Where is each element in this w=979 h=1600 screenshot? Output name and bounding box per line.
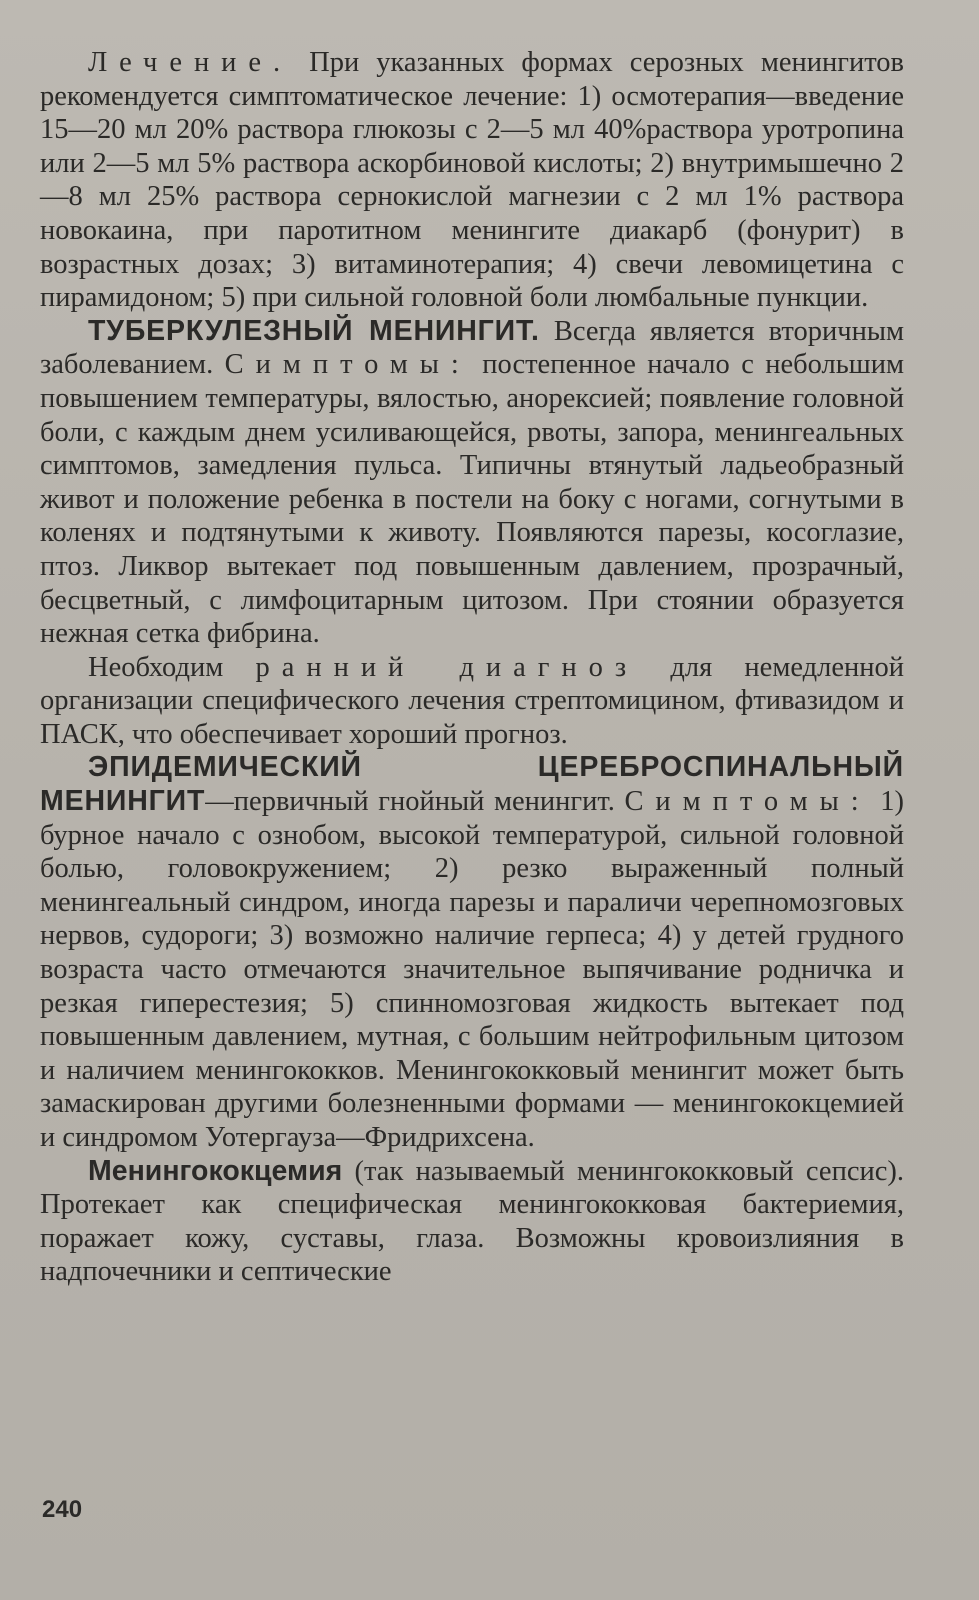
tuberculous-text-2: постепенное начало с небольшим повышением температуры, вялостью, анорексией; появление головной боли, с каждым днем усиливающейся, рвоты, запора, менингеальных симптомов, замедления пульса. Типичны втянутый ладьеобразный живот и положение ребенка в постели на боку с ногами, согнутыми в коленях и подтянутыми к животу. Появляются парезы, косоглазие, птоз. Ликвор вытекает под повышенным давлением, прозрачный, бесцветный, с лимфоцитарным цитозом. При стоянии образуется нежная сетка фибрина. <box>40 349 905 650</box>
page-number: 240 <box>42 1496 83 1523</box>
epidemic-text-1: —первичный гнойный менингит. <box>205 786 625 818</box>
diagnosis-text-1: Необходим <box>88 651 256 683</box>
paragraph-epidemic-meningitis <box>40 751 904 1154</box>
epidemic-text-2: 1) бурное начало с ознобом, высокой температурой, сильной головной болью, головокружением; 2) резко выраженный полный менингеальный синдром, иногда парезы и параличи черепномозговых нервов, судороги; 3) возможно наличие герпеса; 4) у детей грудного возраста часто отмечаются значительное выпячивание родничка и резкая гиперестезия; 5) спинномозговая жидкость вытекает под повышенным давлением, мутная, с большим нейтрофильным цитозом и наличием менингококков. Менингококковый менингит может быть замаскирован другими болезненными формами — менингококцемией и синдромом Уотергауза—Фридрихсена. <box>40 786 904 1153</box>
paragraph-early-diagnosis <box>40 651 904 752</box>
epidemic-meningitis-heading: ЭПИДЕМИЧЕСКИЙ ЦЕРЕБРОСПИНАЛЬНЫЙ МЕНИНГИТ <box>40 751 904 818</box>
treatment-heading: Лечение. <box>88 47 293 78</box>
body-text <box>40 46 904 1289</box>
paragraph-tuberculous-meningitis <box>40 315 904 651</box>
paragraph-meningococcemia <box>40 1155 904 1289</box>
meningococcemia-text: (так называемый менингококковый сепсис). Протекает как специфическая менингококковая бактериемия, поражает кожу, суставы, глаза. Возможны кровоизлияния в надпочечники и септические <box>40 1155 904 1288</box>
paragraph-treatment <box>40 46 904 315</box>
tuberculous-text-1: Всегда является вторичным заболеванием. <box>40 315 905 381</box>
epidemic-symptoms-label: Симптомы: <box>624 786 871 818</box>
tuberculous-meningitis-heading: ТУБЕРКУЛЕЗНЫЙ МЕНИНГИТ. <box>88 314 540 347</box>
meningococcemia-heading: Менингококцемия <box>88 1154 343 1187</box>
treatment-text: При указанных формах серозных менингитов рекомендуется симптоматическое лечение: 1) осмотерапия—введение 15—20 мл 20% раствора глюкозы с 2—5 мл 40%раствора уротропина или 2—5 мл 5% раствора аскорбиновой кислоты; 2) внутримышечно 2—8 мл 25% раствора сернокислой магнезии с 2 мл 1% раствора новокаина, при паротитном менингите диакарб (фонурит) в возрастных дозах; 3) витаминотерапия; 4) свечи левомицетина с пирамидоном; 5) при сильной головной боли люмбальные пункции. <box>40 47 904 314</box>
diagnosis-text-2: для немедленной организации специфического лечения стрептомицином, фтивазидом и ПАСК, что обеспечивает хороший прогноз. <box>40 651 905 750</box>
tuberculous-symptoms-label: Симптомы: <box>224 349 471 381</box>
early-diagnosis-emphasis: ранний диагноз <box>255 651 639 683</box>
